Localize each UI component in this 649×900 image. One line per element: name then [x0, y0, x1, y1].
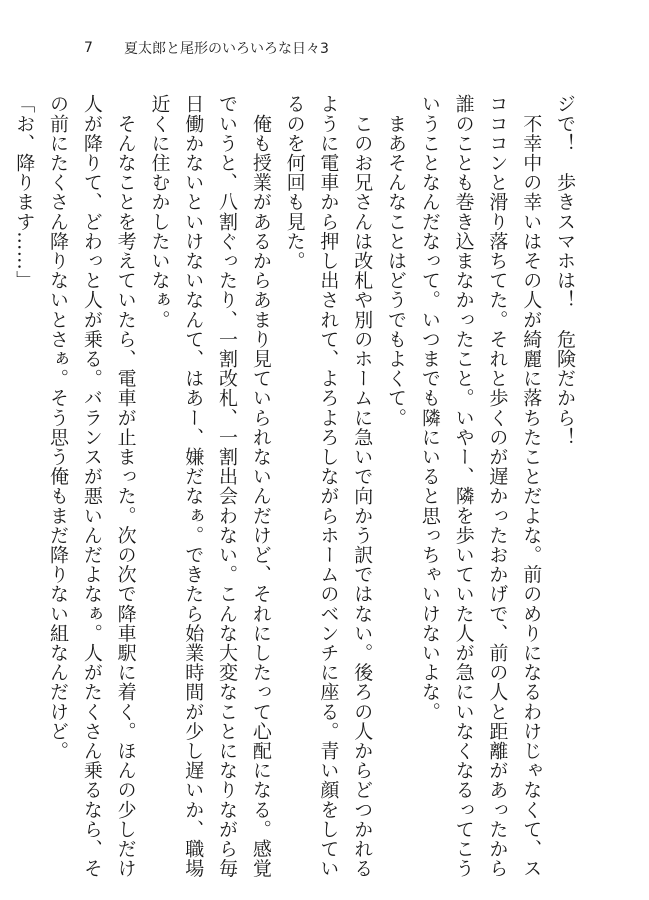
book-title: 夏太郎と尾形のいろいろな日々3	[124, 41, 329, 57]
text-line: でいうと、八割ぐったり、一割改札、一割出会わない。こんな大変なことになりながら毎	[216, 94, 239, 878]
page-number: 7	[84, 40, 93, 56]
text-line: 俺も授業があるからあまり見ていられないんだけど、それにしたって心配になる。感覚	[249, 94, 272, 878]
text-line: ジで！ 歩きスマホは！ 危険だから！	[554, 94, 576, 447]
text-line: 「お、降ります……」	[13, 94, 36, 290]
text-line: ように電車から押し出されて、よろよろしながらホームのベンチに座る。青い顔をしてい	[317, 94, 340, 878]
text-line: 誰のことも巻き込まなかったこと。いやー、隣を歩いていた人が急にいなくなるってこう	[452, 94, 475, 878]
text-line: 近くに住むかしたいなぁ。	[148, 94, 171, 330]
text-line: まあそんなことはどうでもよくて。	[385, 94, 408, 428]
text-line: 人が降りて、どわっと人が乗る。バランスが悪いんだよなぁ。人がたくさん乗るなら、そ	[80, 94, 103, 878]
text-line: 不幸中の幸いはその人が綺麗に落ちたことだよな。前のめりになるわけじゃなくて、ス	[520, 94, 543, 878]
running-head	[84, 38, 329, 58]
text-line: コココンと滑り落ちてた。それと歩くのが遅かったおかげで、前の人と距離があったから	[486, 94, 509, 878]
text-line: いうことなんだなって。いつまでも隣にいると思っちゃいけないよな。	[418, 94, 441, 722]
text-line: そんなことを考えていたら、電車が止まった。次の次で降車駅に着く。ほんの少しだけ	[114, 94, 137, 878]
text-line: るのを何回も見た。	[283, 94, 306, 271]
text-line: の前にたくさん降りないとさぁ。そう思う俺もまだ降りない組なんだけど。	[47, 94, 70, 761]
text-line: 日働かないといけないなんて、はあー、嫌だなぁ。できたら始業時間が少し遅いか、職場	[182, 94, 205, 878]
text-line: このお兄さんは改札や別のホームに急いで向かう訳ではない。後ろの人からどつかれる	[351, 94, 374, 878]
vertical-body-text	[13, 94, 581, 884]
